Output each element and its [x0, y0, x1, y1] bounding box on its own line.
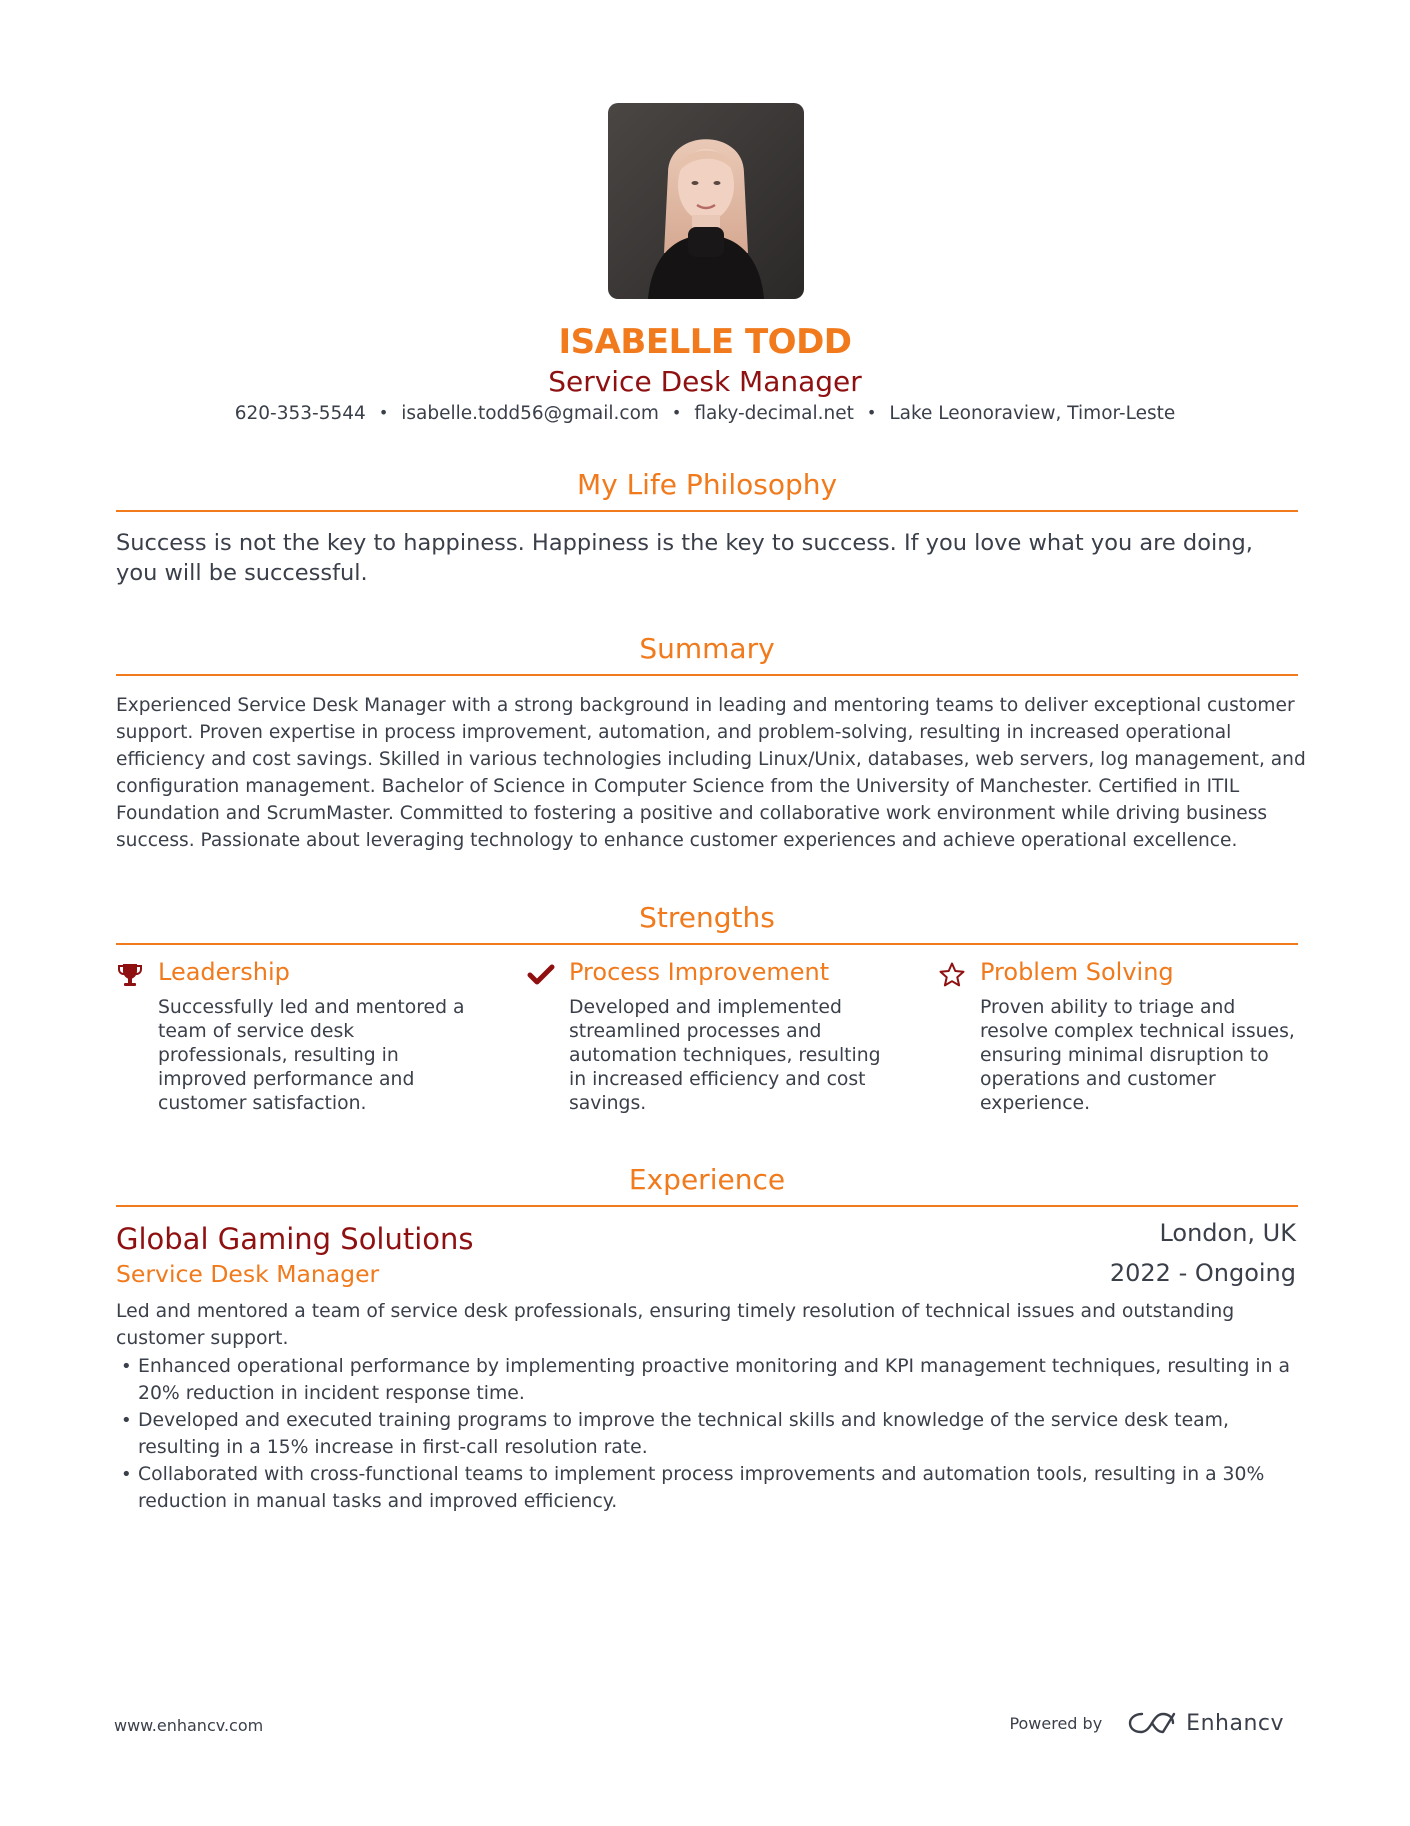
strength-title: Problem Solving	[980, 958, 1174, 986]
email[interactable]: isabelle.todd56@gmail.com	[401, 403, 659, 424]
separator-dot: •	[866, 403, 877, 422]
footer-website-link[interactable]: www.enhancv.com	[114, 1716, 264, 1735]
section-divider	[116, 943, 1298, 945]
candidate-name: ISABELLE TODD	[558, 322, 852, 362]
philosophy-text: Success is not the key to happiness. Happiness is the key to success. If you love what you are doing, you will be successful.	[116, 530, 1253, 586]
profile-photo	[608, 103, 804, 299]
experience-section-title: Experience	[628, 1163, 786, 1196]
section-divider	[116, 674, 1298, 676]
brand-name: Enhancv	[1186, 1710, 1284, 1736]
list-item: • Developed and executed training programs to improve the technical skills and knowledge of the service desk team, resulting in a 15% increase in first-call resolution rate.	[116, 1407, 1306, 1461]
footer-branding	[1009, 1710, 1284, 1736]
powered-by-label: Powered by	[1009, 1713, 1103, 1733]
location: Lake Leonoraview, Timor-Leste	[889, 403, 1176, 424]
strength-title: Leadership	[158, 958, 290, 986]
summary-section-title: Summary	[639, 632, 775, 665]
separator-dot: •	[378, 403, 389, 422]
experience-company: Global Gaming Solutions	[116, 1222, 474, 1256]
experience-dates: 2022 - Ongoing	[1109, 1259, 1296, 1287]
contact-info	[0, 403, 1410, 424]
trophy-icon	[116, 961, 144, 989]
enhancv-logo-icon	[1128, 1710, 1176, 1736]
summary-text: Experienced Service Desk Manager with a strong background in leading and mentoring teams to deliver exceptional customer support. Proven expertise in process improvement, automation, and problem-solving, resulting in increased operational efficiency and cost savings. Skilled in various technologies including Linux/Unix, databases, web servers, log management, and configuration management. Bachelor of Science in Computer Science from the University of Manchester. Certified in ITIL Foundation and ScrumMaster. Committed to fostering a positive and collaborative work environment while driving business success. Passionate about leveraging technology to enhance customer experiences and achieve operational excellence.	[116, 695, 1306, 851]
phone[interactable]: 620-353-5544	[234, 403, 366, 424]
section-divider	[116, 510, 1298, 512]
experience-description: Led and mentored a team of service desk professionals, ensuring timely resolution of technical issues and outstanding customer support.	[116, 1301, 1235, 1349]
candidate-headline: Service Desk Manager	[548, 365, 862, 398]
strength-description: Proven ability to triage and resolve complex technical issues, ensuring minimal disruption to operations and customer experience.	[980, 997, 1295, 1114]
checkmark-icon	[527, 961, 555, 989]
website-link[interactable]: flaky-decimal.net	[694, 403, 854, 424]
experience-bullets	[116, 1353, 1306, 1515]
experience-role: Service Desk Manager	[116, 1260, 380, 1288]
star-icon	[938, 961, 966, 989]
experience-location: London, UK	[1159, 1219, 1296, 1247]
strengths-section-title: Strengths	[639, 901, 775, 934]
section-divider	[116, 1205, 1298, 1207]
strength-description: Developed and implemented streamlined processes and automation techniques, resulting in increased efficiency and cost savings.	[569, 997, 881, 1114]
separator-dot: •	[671, 403, 682, 422]
list-item: • Enhanced operational performance by implementing proactive monitoring and KPI management techniques, resulting in a 20% reduction in incident response time.	[116, 1353, 1306, 1407]
philosophy-section-title: My Life Philosophy	[576, 468, 838, 501]
list-item: • Collaborated with cross-functional teams to implement process improvements and automation tools, resulting in a 30% reduction in manual tasks and improved efficiency.	[116, 1461, 1306, 1515]
strength-title: Process Improvement	[569, 958, 830, 986]
strength-description: Successfully led and mentored a team of service desk professionals, resulting in improved performance and customer satisfaction.	[158, 997, 465, 1114]
